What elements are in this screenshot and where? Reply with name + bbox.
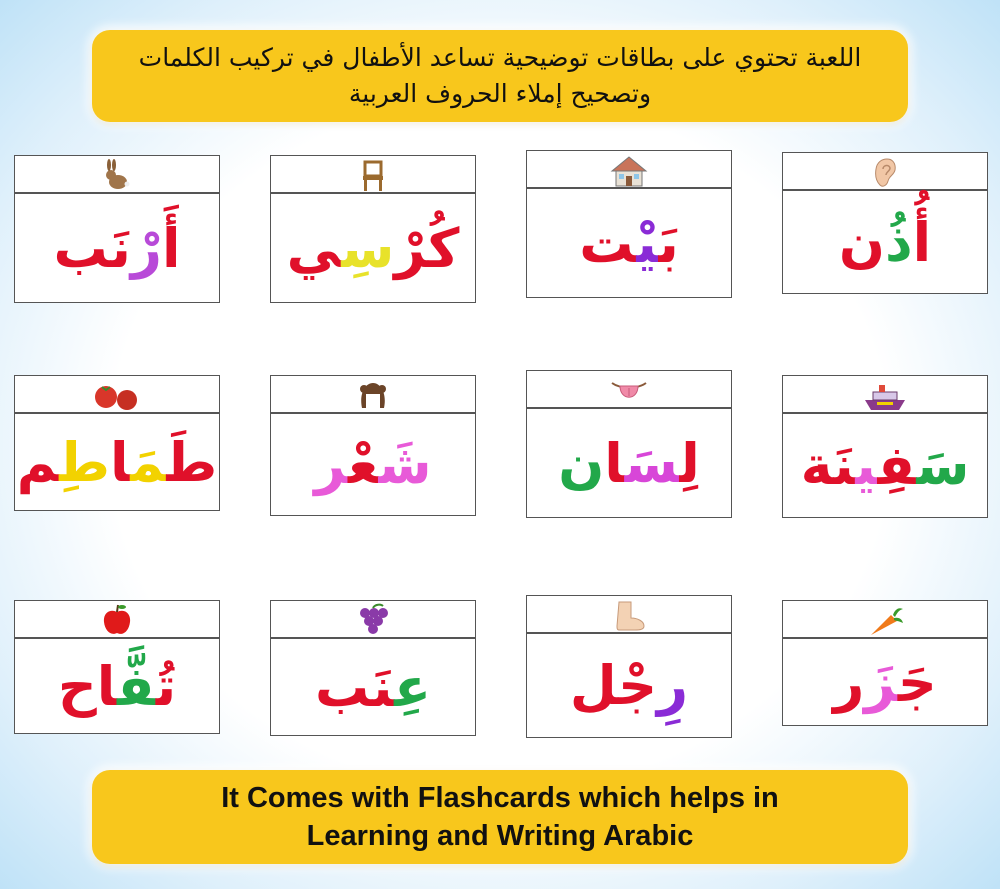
word-letter: ا (96, 654, 118, 718)
word-letter: بَ (658, 211, 679, 275)
bottom-banner (92, 770, 908, 864)
apple-icon (101, 603, 133, 637)
card-word (53, 217, 180, 280)
word-letter: تُ (155, 654, 177, 718)
word-letter: ر (314, 433, 348, 496)
word-letter: شَ (378, 433, 432, 496)
card-word (314, 433, 431, 496)
tomato-icon (90, 380, 144, 412)
card-picture-box (526, 150, 732, 188)
flashcard-carrot (782, 600, 988, 726)
word-letter: أَ (162, 216, 181, 280)
card-word-box (270, 413, 476, 516)
word-letter: رِ (657, 654, 689, 717)
card-word (833, 651, 937, 714)
card-picture-box (782, 600, 988, 638)
card-word-box (270, 193, 476, 303)
word-letter: نَ (372, 655, 395, 719)
flashcard-chair (270, 155, 476, 303)
word-letter: ذُ (884, 210, 913, 274)
word-letter: ت (579, 211, 637, 275)
flashcard-rabbit (14, 155, 220, 303)
word-letter: ا (109, 430, 131, 494)
word-letter: عْ (348, 433, 379, 496)
card-picture-box (14, 375, 220, 413)
word-letter: نَ (833, 434, 856, 497)
card-word-box (14, 193, 220, 303)
word-letter: كُ (427, 216, 460, 280)
word-letter: لِ (679, 431, 700, 495)
flashcard-ear (782, 152, 988, 294)
top-banner (92, 30, 908, 122)
card-word-box (526, 633, 732, 738)
word-letter: ل (569, 654, 619, 717)
word-letter: ح (57, 654, 97, 718)
word-letter: جْ (618, 654, 658, 717)
flashcard-ship (782, 375, 988, 518)
card-word (801, 434, 970, 497)
word-letter: ا (604, 431, 625, 495)
word-letter: يْ (636, 211, 659, 275)
word-letter: جَ (897, 650, 937, 714)
card-picture-box (270, 375, 476, 413)
grapes-icon (355, 603, 391, 637)
card-word-box (782, 190, 988, 294)
word-letter: عِ (394, 655, 432, 719)
ear-icon (872, 157, 898, 189)
word-letter: فَّ (117, 654, 156, 718)
foot-icon (611, 600, 647, 632)
word-letter: رْ (130, 216, 163, 280)
bottom-banner-text: It Comes with Flashcards which helps in Learning and Writing Arabic (221, 782, 779, 852)
word-letter: سَ (624, 431, 680, 495)
card-word-box (782, 638, 988, 726)
word-letter: سَ (916, 434, 970, 497)
word-letter: م (16, 430, 60, 494)
card-word-box (526, 188, 732, 298)
card-picture-box (782, 375, 988, 413)
word-letter: طَ (166, 430, 218, 494)
house-icon (610, 155, 648, 187)
card-picture-box (270, 155, 476, 193)
chair-icon (358, 160, 388, 192)
card-word (315, 656, 431, 719)
card-word-box (14, 638, 220, 734)
card-word-box (526, 408, 732, 518)
word-letter: فِ (877, 434, 917, 497)
card-word-box (14, 413, 220, 511)
tongue-icon (608, 375, 650, 407)
flashcard-hair (270, 375, 476, 516)
word-letter: أُ (912, 210, 932, 274)
card-word (839, 211, 931, 274)
card-word (17, 431, 218, 494)
flashcard-tongue (526, 370, 732, 518)
card-word (287, 217, 460, 280)
card-picture-box (526, 595, 732, 633)
card-word (558, 432, 700, 495)
flashcard-tomato (14, 375, 220, 511)
word-letter: مَ (130, 430, 167, 494)
card-word (58, 655, 176, 718)
card-word (579, 212, 679, 275)
word-letter: طِ (59, 430, 110, 494)
flashcard-foot (526, 595, 732, 738)
top-banner-text: اللعبة تحتوي على بطاقات توضيحية تساعد الأطفال في تركيب الكلمات وتصحيح إملاء الحروف العربية (138, 43, 862, 108)
card-picture-box (526, 370, 732, 408)
word-letter: ة (800, 434, 834, 497)
word-letter: ب (314, 655, 373, 719)
word-letter: ر (833, 650, 865, 714)
carrot-icon (865, 605, 905, 637)
rabbit-icon (100, 158, 134, 192)
word-letter: زَ (864, 650, 898, 714)
word-letter: ن (558, 431, 605, 495)
flashcard-grapes (270, 600, 476, 736)
flashcard-apple (14, 600, 220, 734)
ship-icon (863, 382, 907, 412)
hair-icon (357, 380, 389, 412)
word-letter: ي (855, 434, 878, 497)
card-word (570, 654, 688, 717)
word-letter: رْ (394, 216, 428, 280)
card-word-box (270, 638, 476, 736)
card-picture-box (270, 600, 476, 638)
flashcard-house (526, 150, 732, 298)
word-letter: نَ (110, 216, 131, 280)
word-letter: سِ (341, 216, 395, 280)
card-word-box (782, 413, 988, 518)
word-letter: ن (838, 210, 885, 274)
word-letter: ب (53, 216, 111, 280)
card-picture-box (782, 152, 988, 190)
word-letter: ي (286, 216, 342, 280)
card-picture-box (14, 600, 220, 638)
card-picture-box (14, 155, 220, 193)
